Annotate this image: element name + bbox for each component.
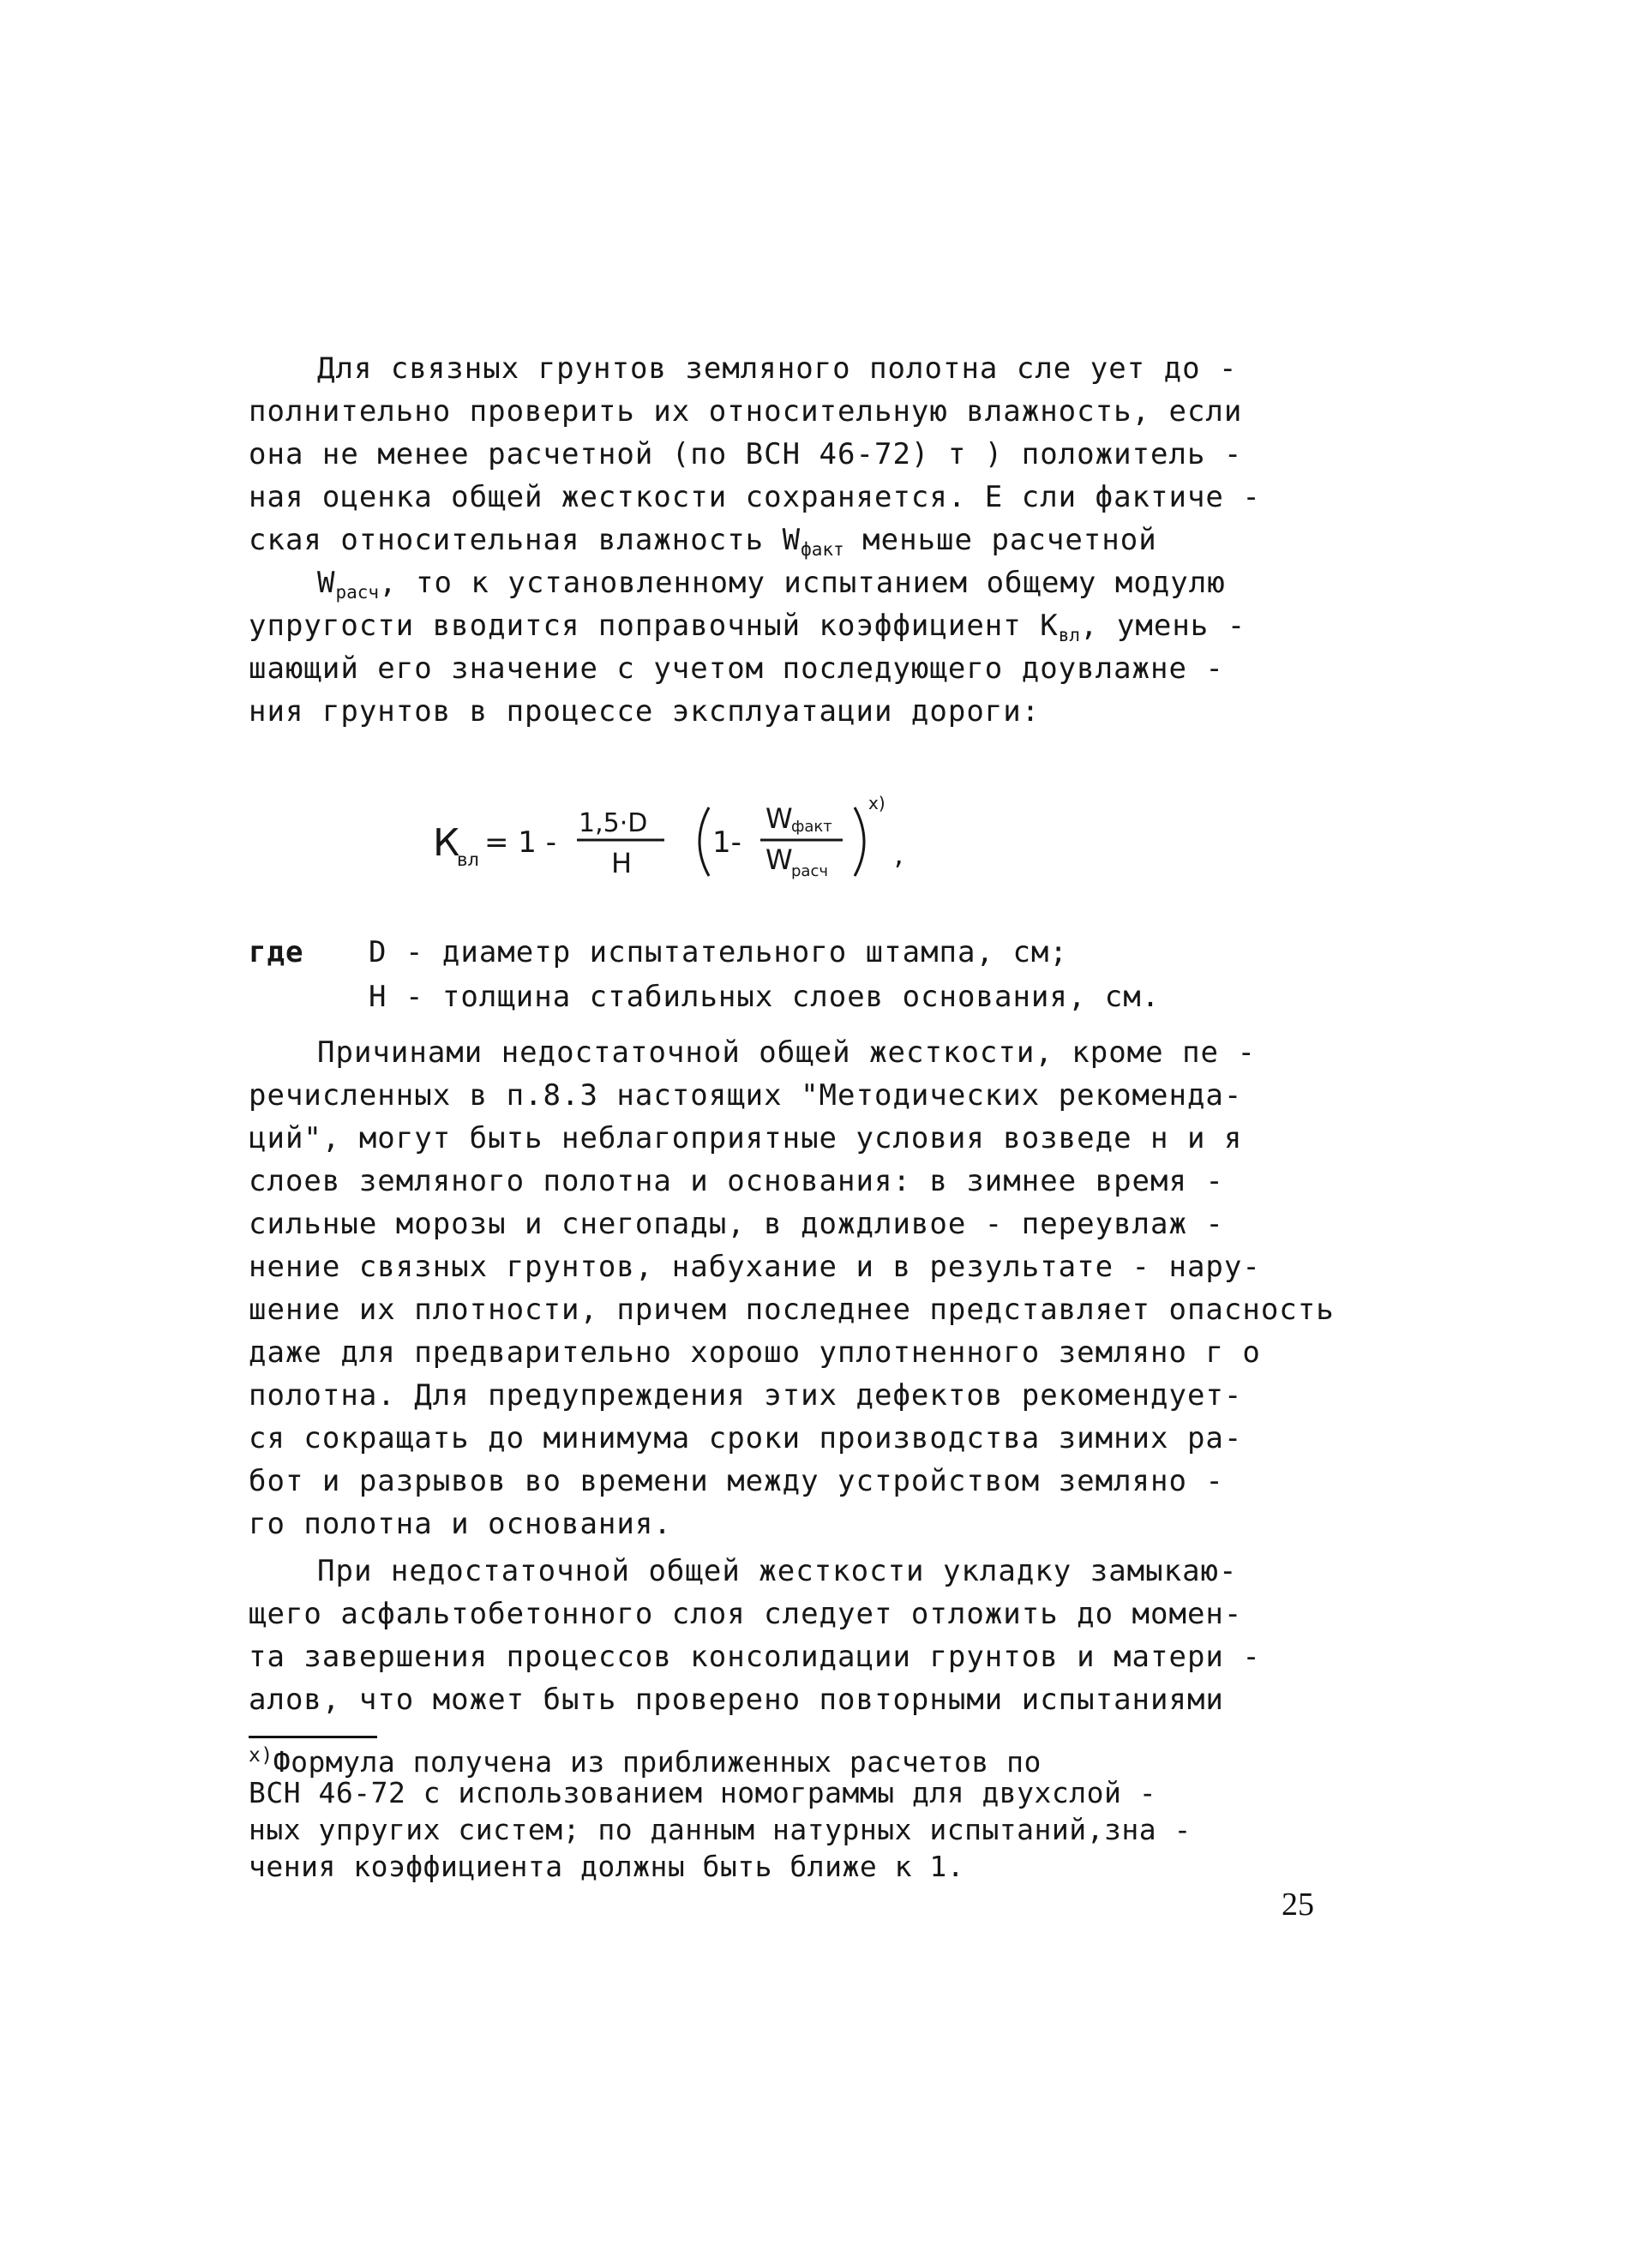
footnote-mark: х) xyxy=(249,1744,273,1767)
text-line xyxy=(249,604,1372,647)
definition-row xyxy=(249,975,1372,1019)
k-correction-formula xyxy=(424,780,956,891)
text-line: шающий его значение с учетом последующего доувлажне - xyxy=(249,651,1224,686)
text-fragment: ская относительная влажность xyxy=(249,523,783,557)
footnote-line: ВСН 46-72 с использованием номограммы для двухслой - xyxy=(249,1776,1157,1809)
text-line: Для связных грунтов земляного полотна сле ует до - xyxy=(317,351,1238,386)
text-line: щего асфальтобетонного слоя следует отложить до момен- xyxy=(249,1597,1243,1631)
formula-lhs-symbol: К xyxy=(433,821,460,865)
page-number: 25 xyxy=(1282,1887,1314,1923)
text-line: полнительно проверить их относительную влажность, если xyxy=(249,394,1243,429)
text-fragment: упругости вводится поправочный коэффициент xyxy=(249,609,1041,643)
where-label: где xyxy=(249,935,304,969)
text-line: слоев земляного полотна и основания: в зимнее время - xyxy=(249,1164,1224,1198)
formula-one-minus: 1- xyxy=(712,825,741,860)
formula-denominator-2-symbol: W xyxy=(765,843,793,876)
footnote-line: ных упругих систем; по данным натурных испытаний,зна - xyxy=(249,1813,1192,1846)
w-fakt-subscript: факт xyxy=(801,539,844,560)
text-line: Причинами недостаточной общей жесткости, кроме пе - xyxy=(317,1035,1256,1070)
footnote xyxy=(249,1737,1380,1885)
paragraph-causes xyxy=(249,1031,1372,1545)
text-fragment: меньше расчетной xyxy=(844,523,1157,557)
text-line: речисленных в п.8.3 настоящих "Методических рекоменда- xyxy=(249,1078,1243,1113)
left-paren xyxy=(699,807,709,876)
text-line: бот и разрывов во времени между устройством земляно - xyxy=(249,1464,1224,1498)
paragraph-relative-humidity xyxy=(249,347,1372,733)
formula-trailing-comma: , xyxy=(894,837,904,872)
footnote-text: Формула получена из приближенных расчетов по xyxy=(273,1745,1042,1779)
text-line: шение их плотности, причем последнее представляет опасность xyxy=(249,1293,1335,1327)
text-line: ния грунтов в процессе эксплуатации дороги: xyxy=(249,694,1041,729)
k-symbol: К xyxy=(1040,609,1059,643)
k-subscript: вл xyxy=(1058,625,1080,645)
formula-numerator-2-subscript: факт xyxy=(791,818,832,836)
footnote-line: чения коэффициента должны быть ближе к 1. xyxy=(249,1850,965,1883)
w-rasch-symbol: W xyxy=(317,566,336,600)
formula-denominator-1: H xyxy=(611,847,633,879)
w-fakt-symbol: W xyxy=(782,523,801,557)
text-line: сильные морозы и снегопады, в дождливое - переувлаж - xyxy=(249,1207,1224,1241)
text-line: ная оценка общей жесткости сохраняется. Е сли фактиче - xyxy=(249,480,1261,514)
definition-text: H - толщина стабильных слоев основания, см. xyxy=(369,980,1161,1014)
formula-denominator-2-subscript: расч xyxy=(791,862,828,880)
text-line xyxy=(249,519,1372,561)
text-line: При недостаточной общей жесткости укладку замыкаю- xyxy=(317,1554,1238,1588)
formula-lhs-subscript: вл xyxy=(457,849,479,870)
paragraph-asphalt-layer xyxy=(249,1550,1372,1721)
right-paren xyxy=(855,807,864,876)
text-line: полотна. Для предупреждения этих дефектов рекомендует- xyxy=(249,1378,1243,1413)
text-line: даже для предварительно хорошо уплотненного земляно г о xyxy=(249,1335,1261,1370)
formula-superscript: х) xyxy=(868,793,886,813)
text-line: нение связных грунтов, набухание и в результате - нару- xyxy=(249,1250,1261,1284)
w-rasch-subscript: расч xyxy=(335,582,380,603)
text-line: го полотна и основания. xyxy=(249,1507,672,1541)
text-line: ся сокращать до минимума сроки производства зимних ра- xyxy=(249,1421,1243,1455)
text-line: она не менее расчетной (по ВСН 46-72) т ) положитель - xyxy=(249,437,1243,471)
text-line: алов, что может быть проверено повторными испытаниями xyxy=(249,1683,1224,1717)
footnote-line xyxy=(249,1737,1380,1779)
formula-equals: = 1 - xyxy=(484,825,557,860)
formula-numerator-1: 1,5·D xyxy=(579,808,648,838)
text-fragment: , то к установленному испытанием общему модулю xyxy=(379,566,1226,600)
definition-text: D - диаметр испытательного штампа, см; xyxy=(369,935,1068,969)
text-line: ций", могут быть неблагоприятные условия возведе н и я xyxy=(249,1121,1243,1155)
text-line: та завершения процессов консолидации грунтов и матери - xyxy=(249,1640,1261,1674)
definition-row xyxy=(249,930,1372,975)
symbol-definitions xyxy=(249,930,1372,1019)
formula-numerator-2-symbol: W xyxy=(765,802,793,835)
text-line xyxy=(249,561,1372,604)
text-fragment: , умень - xyxy=(1079,609,1246,643)
